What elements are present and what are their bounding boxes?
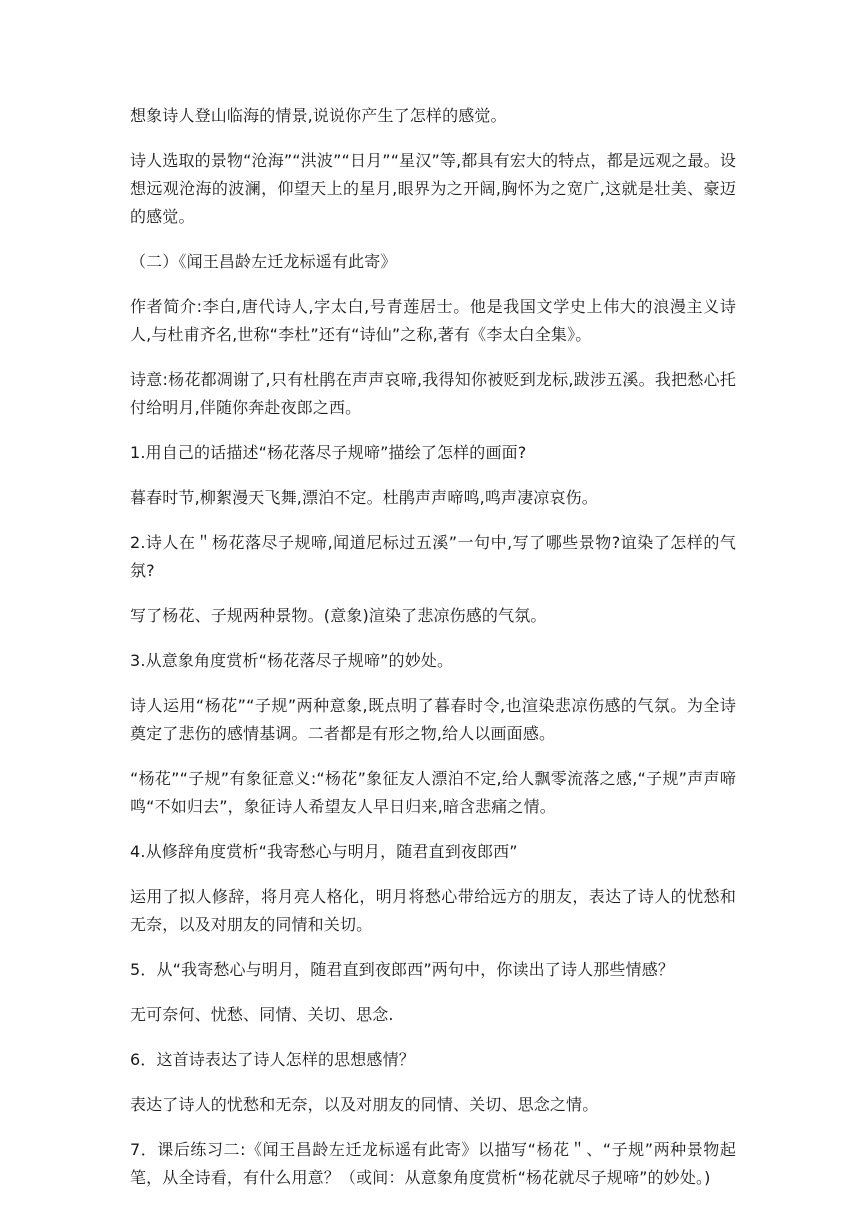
answer-5: 无可奈何、忧愁、同情、关切、思念. (130, 1005, 394, 1024)
question-1: 1.用自己的话描述“杨花落尽子规啼”描绘了怎样的画面? (130, 443, 527, 462)
question-2: 2.诗人在＂杨花落尽子规啼,闻道尼标过五溪”一句中,写了哪些景物?谊染了怎样的气氛? (130, 533, 736, 580)
paragraph-answer-grand-scenery: 诗人选取的景物“沧海”“洪波”“日月”“星汉”等,都具有宏大的特点，都是远观之最。设想远观沧海的波澜，仰望天上的星月,眼界为之开阔,胸怀为之宽广,这就是壮美、豪迈的感觉。 (130, 151, 736, 226)
question-6: 6．这首诗表达了诗人怎样的思想感情？ (130, 1050, 415, 1069)
paragraph-imagine-scene: 想象诗人登山临海的情景,说说你产生了怎样的感觉。 (130, 106, 507, 125)
question-4: 4.从修辞角度赏析“我寄愁心与明月，随君直到夜郎西” (130, 842, 518, 861)
answer-2: 写了杨花、子规两种景物。(意象)渲染了悲凉伤感的气氛。 (130, 606, 547, 625)
answer-4: 运用了拟人修辞，将月亮人格化，明月将愁心带给远方的朋友，表达了诗人的忧愁和无奈，以及对朋友的同情和关切。 (130, 887, 736, 934)
section-heading-poem-two: （二）《闻王昌龄左迁龙标遥有此寄》 (130, 252, 397, 271)
answer-3-part-2: “杨花”“子规”有象征意义:“杨花”象征友人漂泊不定,给人飘零流落之感,“子规”声声啼鸣“不如归去”，象征诗人希望友人早日归来,暗含悲痛之情。 (130, 769, 736, 816)
answer-6: 表达了诗人的忧愁和无奈，以及对朋友的同情、关切、思念之情。 (130, 1095, 599, 1114)
paragraph-author-intro: 作者简介:李白,唐代诗人,字太白,号青莲居士。他是我国文学史上伟大的浪漫主义诗人,与杜甫齐名,世称“李杜”还有“诗仙”之称,著有《李太白全集》。 (130, 297, 736, 344)
answer-1: 暮春时节,柳絮漫天飞舞,漂泊不定。杜鹃声声啼鸣,鸣声凄凉哀伤。 (130, 488, 598, 507)
paragraph-poem-meaning: 诗意:杨花都凋谢了,只有杜鹃在声声哀啼,我得知你被贬到龙标,跋涉五溪。我把愁心托付给明月,伴随你奔赴夜郎之西。 (130, 370, 736, 417)
question-5: 5．从“我寄愁心与明月，随君直到夜郎西”两句中，你读出了诗人那些情感？ (130, 960, 675, 979)
document-body (130, 102, 736, 1209)
answer-3-part-1: 诗人运用“杨花”“子规”两种意象,既点明了暮春时令,也渲染悲凉伤感的气氛。为全诗奠定了悲伤的感情基调。二者都是有形之物,给人以画面感。 (130, 696, 736, 743)
question-7: 7．课后练习二:《闻王昌龄左迁龙标遥有此寄》以描写“杨花＂、“子规”两种景物起笔，从全诗看，有什么用意？（或间：从意象角度赏析“杨花就尽子规啼”的妙处。) (130, 1140, 736, 1187)
question-3: 3.从意象角度赏析“杨花落尽子规啼”的妙处。 (130, 651, 454, 670)
